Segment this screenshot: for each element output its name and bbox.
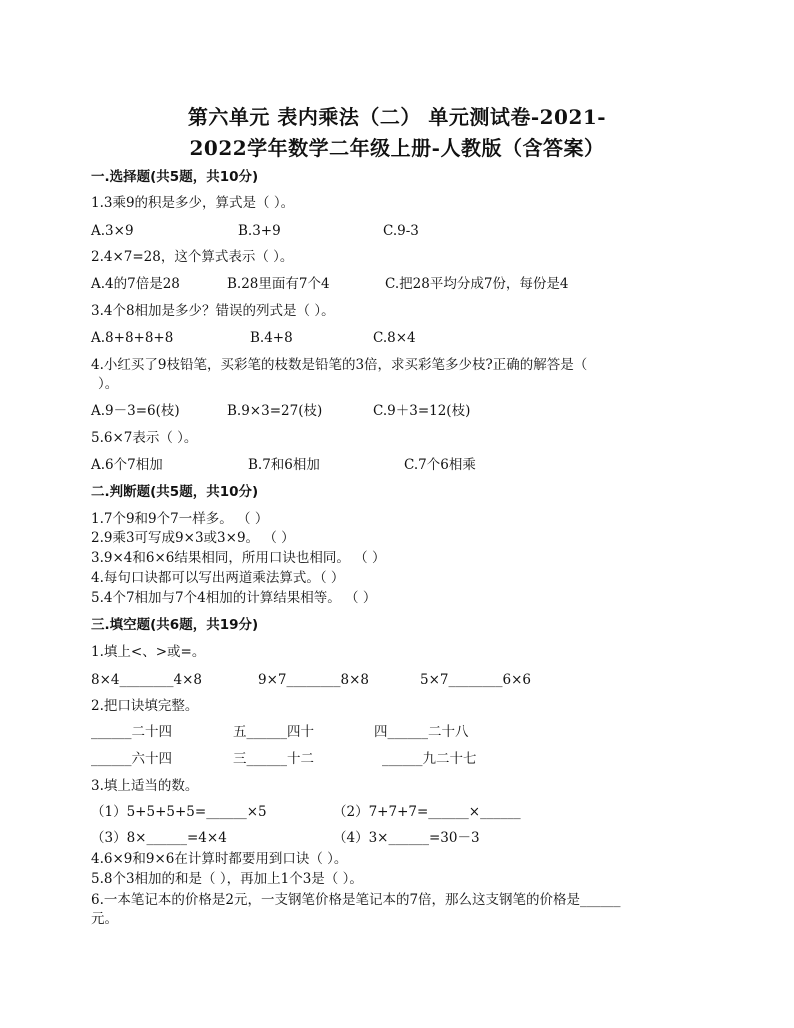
question-text: 4.小红买了9枝铅笔，买彩笔的枝数是铅笔的3倍，求买彩笔多少枝?正确的解答是（ bbox=[91, 357, 588, 373]
rhyme-blank: 三______十二 bbox=[233, 751, 314, 767]
compare-item: 5×7________6×6 bbox=[420, 672, 531, 688]
judge-item: 1.7个9和9个7一样多。 （ ） bbox=[91, 511, 269, 527]
title-line-1: 第六单元 表内乘法（二） 单元测试卷-2021- bbox=[187, 105, 607, 129]
question-text-cont: 元。 bbox=[91, 911, 118, 927]
option-c: C.9＋3=12(枝) bbox=[373, 403, 471, 419]
option-b: B.4+8 bbox=[250, 330, 293, 346]
option-a: A.4的7倍是28 bbox=[91, 276, 180, 292]
fill-item: （3）8×______=4×4 bbox=[91, 830, 227, 846]
option-a: A.8+8+8+8 bbox=[91, 330, 174, 346]
option-b: B.7和6相加 bbox=[248, 457, 320, 473]
question-text: 6.一本笔记本的价格是2元，一支钢笔价格是笔记本的7倍，那么这支钢笔的价格是______ bbox=[91, 892, 621, 908]
option-a: A.9－3=6(枝) bbox=[91, 403, 180, 419]
question-text: 5.8个3相加的和是（ ），再加上1个3是（ ）。 bbox=[91, 871, 363, 887]
option-a: A.6个7相加 bbox=[91, 457, 163, 473]
section-heading-choice: 一.选择题(共5题，共10分) bbox=[91, 169, 259, 185]
option-c: C.8×4 bbox=[373, 330, 416, 346]
option-a: A.3×9 bbox=[91, 223, 134, 239]
section-heading-judge: 二.判断题(共5题，共10分) bbox=[91, 484, 259, 500]
fill-item: （4）3×______=30－3 bbox=[333, 830, 480, 846]
option-c: C.把28平均分成7份，每份是4 bbox=[385, 276, 569, 292]
title-line-2: 2022学年数学二年级上册-人教版（含答案） bbox=[189, 136, 605, 160]
rhyme-blank: ______二十四 bbox=[91, 724, 172, 740]
option-b: B.28里面有7个4 bbox=[227, 276, 330, 292]
compare-item: 8×4________4×8 bbox=[91, 672, 202, 688]
rhyme-blank: 五______四十 bbox=[233, 724, 314, 740]
rhyme-blank: ______六十四 bbox=[91, 751, 172, 767]
judge-item: 5.4个7相加与7个4相加的计算结果相等。 （ ） bbox=[91, 590, 377, 606]
option-b: B.9×3=27(枝) bbox=[227, 403, 323, 419]
option-c: C.9-3 bbox=[383, 223, 419, 239]
option-c: C.7个6相乘 bbox=[404, 457, 476, 473]
question-text-cont: ）。 bbox=[98, 376, 119, 392]
judge-item: 2.9乘3可写成9×3或3×9。 （ ） bbox=[91, 530, 295, 546]
question-text: 1.填上<、>或=。 bbox=[91, 644, 206, 660]
question-text: 2.4×7=28，这个算式表示（ ）。 bbox=[91, 249, 294, 265]
option-b: B.3+9 bbox=[238, 223, 281, 239]
question-text: 2.把口诀填完整。 bbox=[91, 698, 199, 714]
fill-item: （2）7+7+7=______×______ bbox=[333, 804, 521, 820]
compare-item: 9×7________8×8 bbox=[258, 672, 369, 688]
fill-item: （1）5+5+5+5=______×5 bbox=[91, 804, 267, 820]
question-text: 4.6×9和9×6在计算时都要用到口诀（ ）。 bbox=[91, 851, 348, 867]
question-text: 3.填上适当的数。 bbox=[91, 778, 199, 794]
question-text: 5.6×7表示（ ）。 bbox=[91, 430, 198, 446]
question-text: 3.4个8相加是多少？错误的列式是（ ）。 bbox=[91, 303, 335, 319]
judge-item: 3.9×4和6×6结果相同，所用口诀也相同。 （ ） bbox=[91, 550, 386, 566]
judge-item: 4.每句口诀都可以写出两道乘法算式。（ ） bbox=[91, 570, 345, 586]
rhyme-blank: 四______二十八 bbox=[374, 724, 469, 740]
question-text: 1.3乘9的积是多少，算式是（ ）。 bbox=[91, 195, 295, 211]
section-heading-fill: 三.填空题(共6题，共19分) bbox=[91, 617, 259, 633]
rhyme-blank: ______九二十七 bbox=[382, 751, 477, 767]
